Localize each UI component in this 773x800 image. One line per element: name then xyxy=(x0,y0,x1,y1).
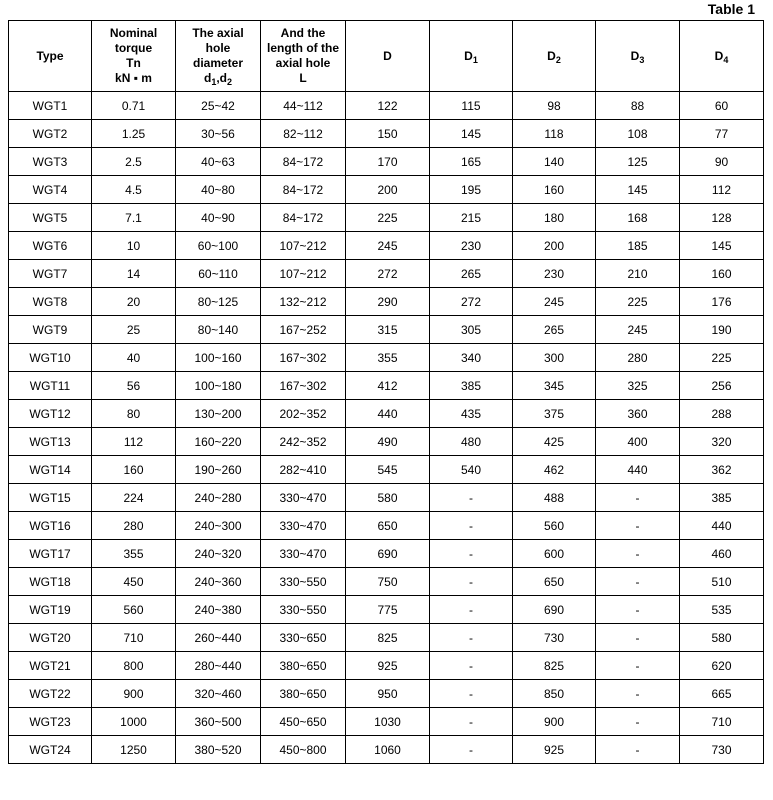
cell-D4: 256 xyxy=(680,372,764,400)
cell-nominal-torque: 14 xyxy=(92,260,176,288)
cell-D3: 400 xyxy=(596,428,680,456)
cell-axial-hole-diameter: 240~360 xyxy=(176,568,261,596)
cell-D1: 265 xyxy=(430,260,513,288)
cell-nominal-torque: 560 xyxy=(92,596,176,624)
cell-type: WGT8 xyxy=(9,288,92,316)
cell-axial-hole-diameter: 360~500 xyxy=(176,708,261,736)
table-row xyxy=(9,484,764,512)
table-row xyxy=(9,708,764,736)
cell-D1: - xyxy=(430,596,513,624)
cell-type: WGT15 xyxy=(9,484,92,512)
subscript: 1 xyxy=(211,77,217,87)
cell-D4: 535 xyxy=(680,596,764,624)
header-D4 xyxy=(680,21,764,92)
cell-axial-hole-diameter: 240~300 xyxy=(176,512,261,540)
header-D: D xyxy=(346,21,430,92)
cell-D2: 345 xyxy=(513,372,596,400)
cell-D2: 462 xyxy=(513,456,596,484)
header-length-line: axial hole xyxy=(275,56,331,70)
header-D3-base: D xyxy=(630,48,640,63)
cell-D1: 230 xyxy=(430,232,513,260)
cell-D4: 580 xyxy=(680,624,764,652)
cell-D1: - xyxy=(430,680,513,708)
header-D2 xyxy=(513,21,596,92)
cell-D4: 460 xyxy=(680,540,764,568)
table-row xyxy=(9,680,764,708)
header-D4-sub: 4 xyxy=(723,54,729,65)
table-row xyxy=(9,92,764,120)
cell-D: 225 xyxy=(346,204,430,232)
cell-nominal-torque: 10 xyxy=(92,232,176,260)
cell-D1: 305 xyxy=(430,316,513,344)
cell-D3: - xyxy=(596,736,680,764)
cell-axial-hole-diameter: 240~380 xyxy=(176,596,261,624)
cell-axial-hole-length: 167~302 xyxy=(261,372,346,400)
cell-D1: - xyxy=(430,652,513,680)
cell-D4: 320 xyxy=(680,428,764,456)
cell-D4: 225 xyxy=(680,344,764,372)
cell-axial-hole-length: 282~410 xyxy=(261,456,346,484)
cell-type: WGT22 xyxy=(9,680,92,708)
cell-D1: - xyxy=(430,512,513,540)
cell-axial-hole-length: 330~550 xyxy=(261,568,346,596)
cell-nominal-torque: 40 xyxy=(92,344,176,372)
cell-D2: 425 xyxy=(513,428,596,456)
cell-D2: 180 xyxy=(513,204,596,232)
header-diameter-symbols xyxy=(176,71,260,86)
cell-D: 1060 xyxy=(346,736,430,764)
cell-D: 200 xyxy=(346,176,430,204)
cell-axial-hole-length: 84~172 xyxy=(261,148,346,176)
cell-D2: 925 xyxy=(513,736,596,764)
cell-D: 272 xyxy=(346,260,430,288)
cell-nominal-torque: 2.5 xyxy=(92,148,176,176)
cell-axial-hole-length: 167~252 xyxy=(261,316,346,344)
cell-axial-hole-diameter: 280~440 xyxy=(176,652,261,680)
cell-D3: 168 xyxy=(596,204,680,232)
cell-D3: - xyxy=(596,708,680,736)
header-axial-hole-diameter xyxy=(176,21,261,92)
cell-D: 122 xyxy=(346,92,430,120)
cell-D3: 280 xyxy=(596,344,680,372)
cell-axial-hole-length: 82~112 xyxy=(261,120,346,148)
cell-axial-hole-length: 330~550 xyxy=(261,596,346,624)
cell-D3: 225 xyxy=(596,288,680,316)
cell-type: WGT9 xyxy=(9,316,92,344)
cell-D1: 215 xyxy=(430,204,513,232)
cell-axial-hole-diameter: 80~125 xyxy=(176,288,261,316)
header-torque-line: Nominal xyxy=(109,26,158,40)
cell-type: WGT7 xyxy=(9,260,92,288)
cell-axial-hole-diameter: 40~80 xyxy=(176,176,261,204)
cell-type: WGT2 xyxy=(9,120,92,148)
cell-type: WGT23 xyxy=(9,708,92,736)
table-row xyxy=(9,260,764,288)
cell-D: 245 xyxy=(346,232,430,260)
cell-type: WGT16 xyxy=(9,512,92,540)
cell-D: 690 xyxy=(346,540,430,568)
cell-D2: 230 xyxy=(513,260,596,288)
cell-nominal-torque: 112 xyxy=(92,428,176,456)
cell-type: WGT19 xyxy=(9,596,92,624)
cell-D2: 600 xyxy=(513,540,596,568)
header-D3 xyxy=(596,21,680,92)
cell-D4: 510 xyxy=(680,568,764,596)
cell-D1: 145 xyxy=(430,120,513,148)
cell-D1: - xyxy=(430,736,513,764)
cell-D4: 90 xyxy=(680,148,764,176)
cell-nominal-torque: 80 xyxy=(92,400,176,428)
cell-axial-hole-length: 44~112 xyxy=(261,92,346,120)
cell-D3: - xyxy=(596,512,680,540)
symbol-d: ,d xyxy=(216,71,227,85)
cell-axial-hole-diameter: 80~140 xyxy=(176,316,261,344)
cell-D2: 300 xyxy=(513,344,596,372)
header-row xyxy=(9,21,764,92)
table-row xyxy=(9,288,764,316)
cell-D3: 440 xyxy=(596,456,680,484)
cell-D2: 375 xyxy=(513,400,596,428)
cell-nominal-torque: 7.1 xyxy=(92,204,176,232)
cell-nominal-torque: 710 xyxy=(92,624,176,652)
cell-axial-hole-diameter: 190~260 xyxy=(176,456,261,484)
cell-D1: - xyxy=(430,484,513,512)
table-row xyxy=(9,540,764,568)
header-diameter-line: hole xyxy=(205,41,231,55)
cell-D: 412 xyxy=(346,372,430,400)
cell-axial-hole-diameter: 380~520 xyxy=(176,736,261,764)
cell-D2: 160 xyxy=(513,176,596,204)
cell-type: WGT13 xyxy=(9,428,92,456)
table-row xyxy=(9,736,764,764)
cell-D4: 620 xyxy=(680,652,764,680)
cell-D2: 730 xyxy=(513,624,596,652)
cell-nominal-torque: 900 xyxy=(92,680,176,708)
cell-axial-hole-diameter: 320~460 xyxy=(176,680,261,708)
cell-nominal-torque: 355 xyxy=(92,540,176,568)
cell-D4: 362 xyxy=(680,456,764,484)
cell-D4: 385 xyxy=(680,484,764,512)
cell-type: WGT6 xyxy=(9,232,92,260)
cell-type: WGT17 xyxy=(9,540,92,568)
cell-D2: 825 xyxy=(513,652,596,680)
cell-type: WGT12 xyxy=(9,400,92,428)
cell-D3: 145 xyxy=(596,176,680,204)
cell-D3: 360 xyxy=(596,400,680,428)
cell-D3: 210 xyxy=(596,260,680,288)
cell-D: 825 xyxy=(346,624,430,652)
cell-D2: 850 xyxy=(513,680,596,708)
table-row xyxy=(9,428,764,456)
cell-axial-hole-diameter: 240~280 xyxy=(176,484,261,512)
cell-D: 650 xyxy=(346,512,430,540)
header-torque-line: kN ▪ m xyxy=(115,71,152,85)
header-D2-sub: 2 xyxy=(555,54,561,65)
cell-nominal-torque: 160 xyxy=(92,456,176,484)
table-row xyxy=(9,148,764,176)
table-row xyxy=(9,204,764,232)
cell-D: 925 xyxy=(346,652,430,680)
cell-axial-hole-length: 107~212 xyxy=(261,232,346,260)
cell-D1: 272 xyxy=(430,288,513,316)
cell-type: WGT5 xyxy=(9,204,92,232)
cell-type: WGT20 xyxy=(9,624,92,652)
table-row xyxy=(9,456,764,484)
cell-nominal-torque: 25 xyxy=(92,316,176,344)
cell-axial-hole-diameter: 30~56 xyxy=(176,120,261,148)
cell-nominal-torque: 1000 xyxy=(92,708,176,736)
cell-D2: 650 xyxy=(513,568,596,596)
cell-D: 315 xyxy=(346,316,430,344)
symbol-d: d xyxy=(203,71,212,85)
header-nominal-torque xyxy=(92,21,176,92)
cell-axial-hole-length: 242~352 xyxy=(261,428,346,456)
cell-axial-hole-length: 380~650 xyxy=(261,680,346,708)
header-axial-hole-length xyxy=(261,21,346,92)
cell-D4: 176 xyxy=(680,288,764,316)
cell-D2: 900 xyxy=(513,708,596,736)
cell-D4: 112 xyxy=(680,176,764,204)
cell-D3: 245 xyxy=(596,316,680,344)
cell-D1: 435 xyxy=(430,400,513,428)
cell-nominal-torque: 0.71 xyxy=(92,92,176,120)
cell-D2: 98 xyxy=(513,92,596,120)
cell-type: WGT10 xyxy=(9,344,92,372)
cell-axial-hole-length: 450~800 xyxy=(261,736,346,764)
cell-D3: - xyxy=(596,540,680,568)
cell-D1: 385 xyxy=(430,372,513,400)
cell-D4: 190 xyxy=(680,316,764,344)
cell-D3: - xyxy=(596,652,680,680)
cell-axial-hole-diameter: 60~100 xyxy=(176,232,261,260)
cell-D3: - xyxy=(596,596,680,624)
table-row xyxy=(9,568,764,596)
cell-type: WGT3 xyxy=(9,148,92,176)
table-row xyxy=(9,652,764,680)
cell-D4: 440 xyxy=(680,512,764,540)
cell-D2: 560 xyxy=(513,512,596,540)
cell-D: 775 xyxy=(346,596,430,624)
cell-type: WGT1 xyxy=(9,92,92,120)
table-row xyxy=(9,120,764,148)
cell-D3: 185 xyxy=(596,232,680,260)
cell-axial-hole-diameter: 40~63 xyxy=(176,148,261,176)
coupling-spec-table xyxy=(8,20,764,764)
header-length-line: L xyxy=(299,71,307,85)
header-torque-line: torque xyxy=(114,41,153,55)
header-torque-line: Tn xyxy=(126,56,141,70)
table-row xyxy=(9,344,764,372)
cell-nominal-torque: 1.25 xyxy=(92,120,176,148)
header-D4-base: D xyxy=(714,48,724,63)
cell-D3: 325 xyxy=(596,372,680,400)
cell-nominal-torque: 224 xyxy=(92,484,176,512)
cell-axial-hole-length: 202~352 xyxy=(261,400,346,428)
cell-D2: 200 xyxy=(513,232,596,260)
cell-nominal-torque: 450 xyxy=(92,568,176,596)
cell-nominal-torque: 800 xyxy=(92,652,176,680)
cell-D1: - xyxy=(430,568,513,596)
cell-D1: - xyxy=(430,624,513,652)
cell-D: 580 xyxy=(346,484,430,512)
cell-axial-hole-diameter: 100~160 xyxy=(176,344,261,372)
table-row xyxy=(9,372,764,400)
cell-D3: 108 xyxy=(596,120,680,148)
cell-axial-hole-diameter: 160~220 xyxy=(176,428,261,456)
cell-D1: 540 xyxy=(430,456,513,484)
cell-D2: 118 xyxy=(513,120,596,148)
header-type: Type xyxy=(9,21,92,92)
cell-D4: 145 xyxy=(680,232,764,260)
cell-axial-hole-diameter: 40~90 xyxy=(176,204,261,232)
cell-type: WGT24 xyxy=(9,736,92,764)
cell-axial-hole-length: 330~470 xyxy=(261,540,346,568)
cell-D4: 60 xyxy=(680,92,764,120)
cell-D1: 165 xyxy=(430,148,513,176)
cell-D3: 88 xyxy=(596,92,680,120)
cell-D3: - xyxy=(596,624,680,652)
cell-D4: 128 xyxy=(680,204,764,232)
cell-axial-hole-length: 84~172 xyxy=(261,176,346,204)
cell-nominal-torque: 20 xyxy=(92,288,176,316)
cell-axial-hole-diameter: 240~320 xyxy=(176,540,261,568)
cell-D3: 125 xyxy=(596,148,680,176)
subscript: 2 xyxy=(227,77,233,87)
cell-type: WGT21 xyxy=(9,652,92,680)
header-D2-base: D xyxy=(547,48,556,63)
cell-nominal-torque: 56 xyxy=(92,372,176,400)
cell-axial-hole-length: 330~650 xyxy=(261,624,346,652)
cell-D2: 488 xyxy=(513,484,596,512)
cell-D: 750 xyxy=(346,568,430,596)
cell-axial-hole-length: 84~172 xyxy=(261,204,346,232)
header-D1-base: D xyxy=(464,48,473,63)
cell-type: WGT11 xyxy=(9,372,92,400)
cell-D: 170 xyxy=(346,148,430,176)
cell-D1: - xyxy=(430,708,513,736)
table-row xyxy=(9,596,764,624)
cell-D4: 665 xyxy=(680,680,764,708)
cell-D2: 690 xyxy=(513,596,596,624)
header-length-line: length of the xyxy=(267,41,339,55)
header-diameter-line: The axial xyxy=(192,26,244,40)
cell-type: WGT4 xyxy=(9,176,92,204)
cell-D4: 288 xyxy=(680,400,764,428)
table-row xyxy=(9,400,764,428)
table-row xyxy=(9,316,764,344)
cell-D: 950 xyxy=(346,680,430,708)
header-D3-sub: 3 xyxy=(639,54,645,65)
header-diameter-line: diameter xyxy=(192,56,244,70)
cell-D1: 480 xyxy=(430,428,513,456)
cell-D: 355 xyxy=(346,344,430,372)
cell-axial-hole-length: 450~650 xyxy=(261,708,346,736)
cell-D4: 730 xyxy=(680,736,764,764)
cell-D3: - xyxy=(596,484,680,512)
cell-axial-hole-length: 132~212 xyxy=(261,288,346,316)
cell-axial-hole-diameter: 130~200 xyxy=(176,400,261,428)
cell-D4: 160 xyxy=(680,260,764,288)
cell-D: 290 xyxy=(346,288,430,316)
table-body xyxy=(9,92,764,764)
cell-nominal-torque: 4.5 xyxy=(92,176,176,204)
cell-D: 150 xyxy=(346,120,430,148)
cell-D1: - xyxy=(430,540,513,568)
cell-D4: 77 xyxy=(680,120,764,148)
cell-D2: 265 xyxy=(513,316,596,344)
cell-D: 490 xyxy=(346,428,430,456)
cell-axial-hole-length: 107~212 xyxy=(261,260,346,288)
cell-axial-hole-length: 380~650 xyxy=(261,652,346,680)
table-row xyxy=(9,624,764,652)
cell-axial-hole-diameter: 100~180 xyxy=(176,372,261,400)
header-D1-sub: 1 xyxy=(472,54,478,65)
table-row xyxy=(9,512,764,540)
cell-D: 1030 xyxy=(346,708,430,736)
cell-D1: 195 xyxy=(430,176,513,204)
cell-axial-hole-length: 330~470 xyxy=(261,484,346,512)
cell-D2: 245 xyxy=(513,288,596,316)
table-caption: Table 1 xyxy=(707,1,755,17)
table-row xyxy=(9,176,764,204)
cell-D4: 710 xyxy=(680,708,764,736)
cell-D1: 115 xyxy=(430,92,513,120)
cell-D2: 140 xyxy=(513,148,596,176)
cell-type: WGT14 xyxy=(9,456,92,484)
cell-nominal-torque: 280 xyxy=(92,512,176,540)
cell-D: 545 xyxy=(346,456,430,484)
cell-axial-hole-diameter: 25~42 xyxy=(176,92,261,120)
header-D1 xyxy=(430,21,513,92)
cell-D3: - xyxy=(596,568,680,596)
cell-D3: - xyxy=(596,680,680,708)
cell-nominal-torque: 1250 xyxy=(92,736,176,764)
cell-axial-hole-length: 167~302 xyxy=(261,344,346,372)
cell-axial-hole-length: 330~470 xyxy=(261,512,346,540)
cell-D1: 340 xyxy=(430,344,513,372)
cell-axial-hole-diameter: 260~440 xyxy=(176,624,261,652)
cell-type: WGT18 xyxy=(9,568,92,596)
cell-axial-hole-diameter: 60~110 xyxy=(176,260,261,288)
table-row xyxy=(9,232,764,260)
cell-D: 440 xyxy=(346,400,430,428)
header-length-line: And the xyxy=(280,26,326,40)
